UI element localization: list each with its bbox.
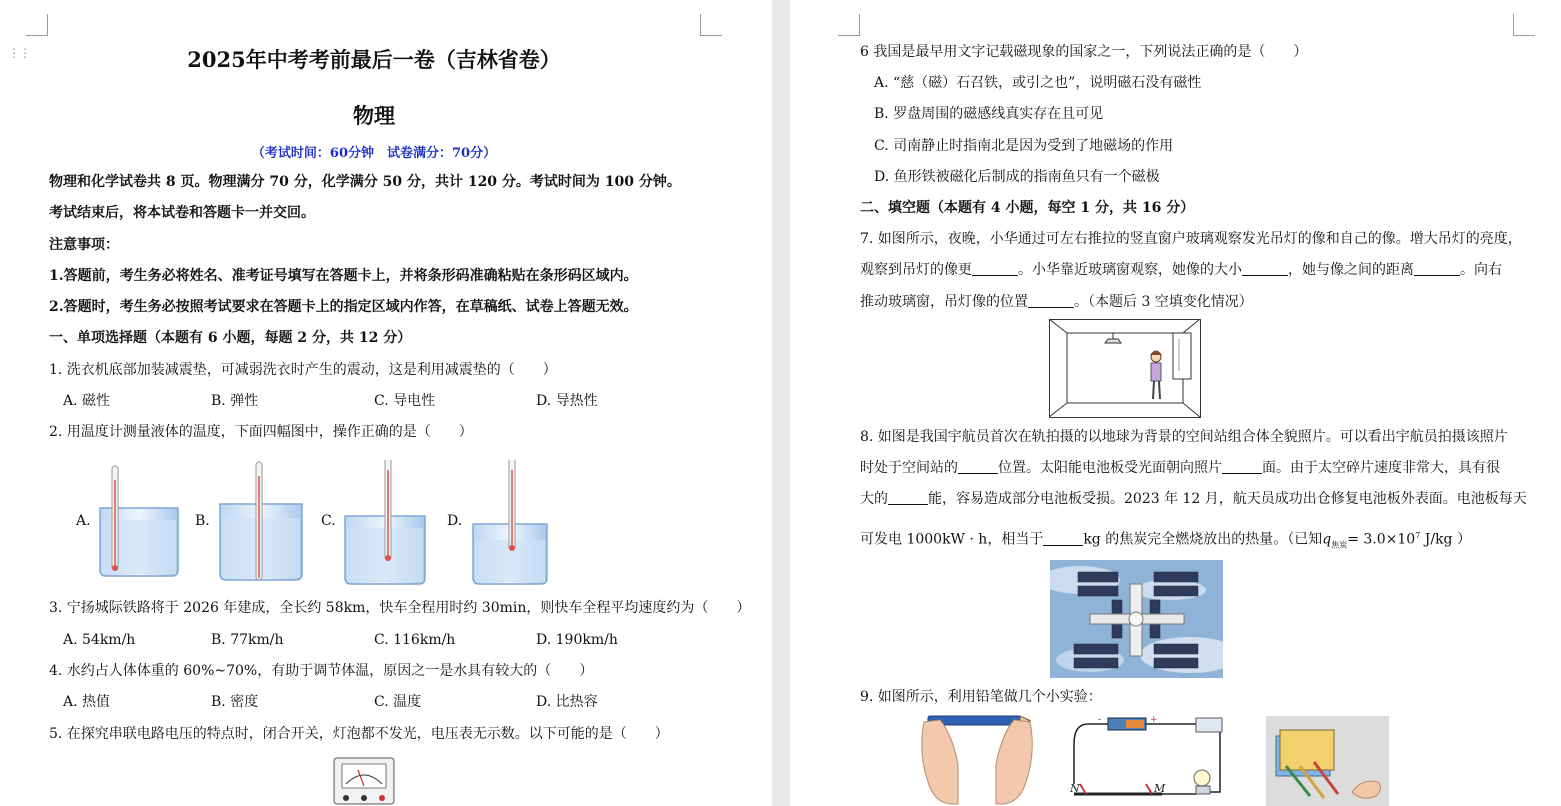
exam-info: （考试时间：60分钟 试卷满分：70分） <box>251 146 497 161</box>
question-1: 1. 洗衣机底部加装减震垫，可减弱洗衣时产生的震动，这是利用减震垫的（ ） <box>49 362 557 378</box>
q3-option-b: B. 77km/h <box>211 632 284 648</box>
q7-text: 。向右 <box>1460 262 1502 278</box>
answer-blank[interactable] <box>1242 262 1288 276</box>
notice-1: 1.答题前，考生务必将姓名、准考证号填写在答题卡上，并将条形码准确粘贴在条形码区域内。 <box>49 268 638 284</box>
notice-2: 2.答题时，考生务必按照考试要求在答题卡上的指定区域内作答，在草稿纸、试卷上答题无效。 <box>49 299 638 315</box>
beaker-d <box>473 460 547 584</box>
answer-blank[interactable] <box>1028 294 1074 308</box>
formula-exponent: 7 <box>1415 531 1421 540</box>
beaker-b <box>220 462 302 580</box>
corner-mark <box>1513 14 1535 36</box>
corner-mark <box>700 14 722 36</box>
section-1-heading: 一、单项选择题（本题有 6 小题，每题 2 分，共 12 分） <box>49 330 412 346</box>
pencil-fingers-figure <box>918 712 1033 806</box>
q2-label-c: C. <box>321 513 336 529</box>
q7-text: 。（本题后 3 空填变化情况） <box>1074 294 1253 310</box>
space-station-photo <box>1050 560 1223 678</box>
q8-text: kg 的焦炭完全燃烧放出的热量。（已知 <box>1083 531 1323 548</box>
q6-option-a: A. “慈（磁）石召铁，或引之也”，说明磁石没有磁性 <box>874 75 1202 91</box>
q2-label-b: B. <box>195 513 210 529</box>
q1-option-c: C. 导电性 <box>374 393 436 409</box>
exam-title: 2025年中考考前最后一卷（吉林省卷） <box>187 47 561 72</box>
q4-option-a: A. 热值 <box>63 694 111 710</box>
intro-line-2: 考试结束后，将本试卷和答题卡一并交回。 <box>49 205 315 221</box>
section-2-heading: 二、填空题（本题有 4 小题，每空 1 分，共 16 分） <box>860 200 1195 216</box>
circuit-figure <box>1070 712 1230 806</box>
q6-option-c: C. 司南静止时指南北是因为受到了地磁场的作用 <box>874 138 1174 154</box>
label-n: N <box>1070 782 1080 795</box>
subject-title: 物理 <box>353 103 395 128</box>
q4-option-d: D. 比热容 <box>536 694 598 710</box>
q7-text: 推动玻璃窗，吊灯像的位置 <box>860 294 1028 310</box>
q7-text: 。小华靠近玻璃窗观察，她像的大小 <box>1018 262 1242 278</box>
thermometer-figures <box>95 460 555 588</box>
question-3: 3. 宁扬城际铁路将于 2026 年建成，全长约 58km，快车全程用时约 30min，则快车全程平均速度约为（ ） <box>49 600 751 616</box>
q8-text: 大的 <box>860 491 888 507</box>
corner-mark <box>26 14 48 36</box>
page-right <box>790 0 1561 806</box>
question-2: 2. 用温度计测量液体的温度，下面四幅图中，操作正确的是（ ） <box>49 424 473 440</box>
question-7-line-1: 7. 如图所示，夜晚，小华通过可左右推拉的竖直窗户玻璃观察发光吊灯的像和自己的像。增大吊灯的亮度， <box>860 231 1522 247</box>
q1-option-b: B. 弹性 <box>211 393 259 409</box>
q1-option-d: D. 导热性 <box>536 393 598 409</box>
q8-text: 时处于空间站的 <box>860 460 958 476</box>
formula-symbol: q <box>1322 531 1332 548</box>
question-6: 6 我国是最早用文字记载磁现象的国家之一，下列说法正确的是（ ） <box>860 44 1308 60</box>
answer-blank[interactable] <box>888 491 928 505</box>
answer-blank[interactable] <box>1222 460 1262 474</box>
formula-unit: J/kg ） <box>1420 531 1471 548</box>
answer-blank[interactable] <box>1043 532 1083 546</box>
corner-mark <box>838 14 860 36</box>
q8-text: 可发电 1000kW · h，相当于 <box>860 531 1044 548</box>
svg-text:+: + <box>1150 715 1158 725</box>
formula-subscript: 焦炭 <box>1331 540 1348 550</box>
q6-option-d: D. 鱼形铁被磁化后制成的指南鱼只有一个磁极 <box>874 169 1160 185</box>
question-8-line-4 <box>860 526 1471 555</box>
svg-text:-: - <box>1098 715 1102 725</box>
question-8-line-3 <box>860 489 1527 509</box>
page-gutter <box>772 0 790 806</box>
q4-option-b: B. 密度 <box>211 694 259 710</box>
q2-label-d: D. <box>447 513 463 529</box>
question-7-line-2 <box>860 260 1502 280</box>
pencil-box-photo <box>1266 716 1389 806</box>
answer-blank[interactable] <box>1414 262 1460 276</box>
beaker-a <box>100 466 178 576</box>
question-5: 5. 在探究串联电路电压的特点时，闭合开关，灯泡都不发光，电压表无示数。以下可能的是（ ） <box>49 726 669 742</box>
formula-value: = 3.0×10 <box>1347 531 1416 548</box>
q6-option-b: B. 罗盘周围的磁感线真实存在且可见 <box>874 106 1104 122</box>
q3-option-c: C. 116km/h <box>374 632 456 648</box>
beaker-c <box>345 460 425 584</box>
q7-text: 观察到吊灯的像更 <box>860 262 972 278</box>
room-window-figure <box>1049 319 1201 418</box>
q3-option-d: D. 190km/h <box>536 632 618 648</box>
question-8-line-2 <box>860 458 1500 478</box>
q3-option-a: A. 54km/h <box>63 632 136 648</box>
answer-blank[interactable] <box>972 262 1018 276</box>
q8-text: 位置。太阳能电池板受光面朝向照片 <box>998 460 1222 476</box>
page-left <box>0 0 772 806</box>
question-9: 9. 如图所示，利用铅笔做几个小实验： <box>860 689 1102 705</box>
voltmeter-figure <box>330 756 400 806</box>
drag-handle-icon[interactable]: ⋮⋮ <box>8 46 30 60</box>
question-8-line-1: 8. 如图是我国宇航员首次在轨拍摄的以地球为背景的空间站组合体全貌照片。可以看出宇航员拍摄该照片 <box>860 429 1508 445</box>
q2-label-a: A. <box>76 513 91 529</box>
q1-option-a: A. 磁性 <box>63 393 111 409</box>
question-7-line-3 <box>860 292 1253 312</box>
q4-option-c: C. 温度 <box>374 694 422 710</box>
q8-text: 面。由于太空碎片速度非常大，具有很 <box>1262 460 1500 476</box>
q7-text: ，她与像之间的距离 <box>1288 262 1414 278</box>
q8-text: 能，容易造成部分电池板受损。2023 年 12 月，航天员成功出仓修复电池板外表面。电池板每天 <box>928 491 1527 507</box>
answer-blank[interactable] <box>958 460 998 474</box>
intro-line-1: 物理和化学试卷共 8 页。物理满分 70 分，化学满分 50 分，共计 120 分。考试时间为 100 分钟。 <box>49 174 681 190</box>
notice-heading: 注意事项： <box>49 237 119 253</box>
label-m: M <box>1154 782 1166 795</box>
question-4: 4. 水约占人体体重的 60%~70%，有助于调节体温，原因之一是水具有较大的（ ） <box>49 663 594 679</box>
